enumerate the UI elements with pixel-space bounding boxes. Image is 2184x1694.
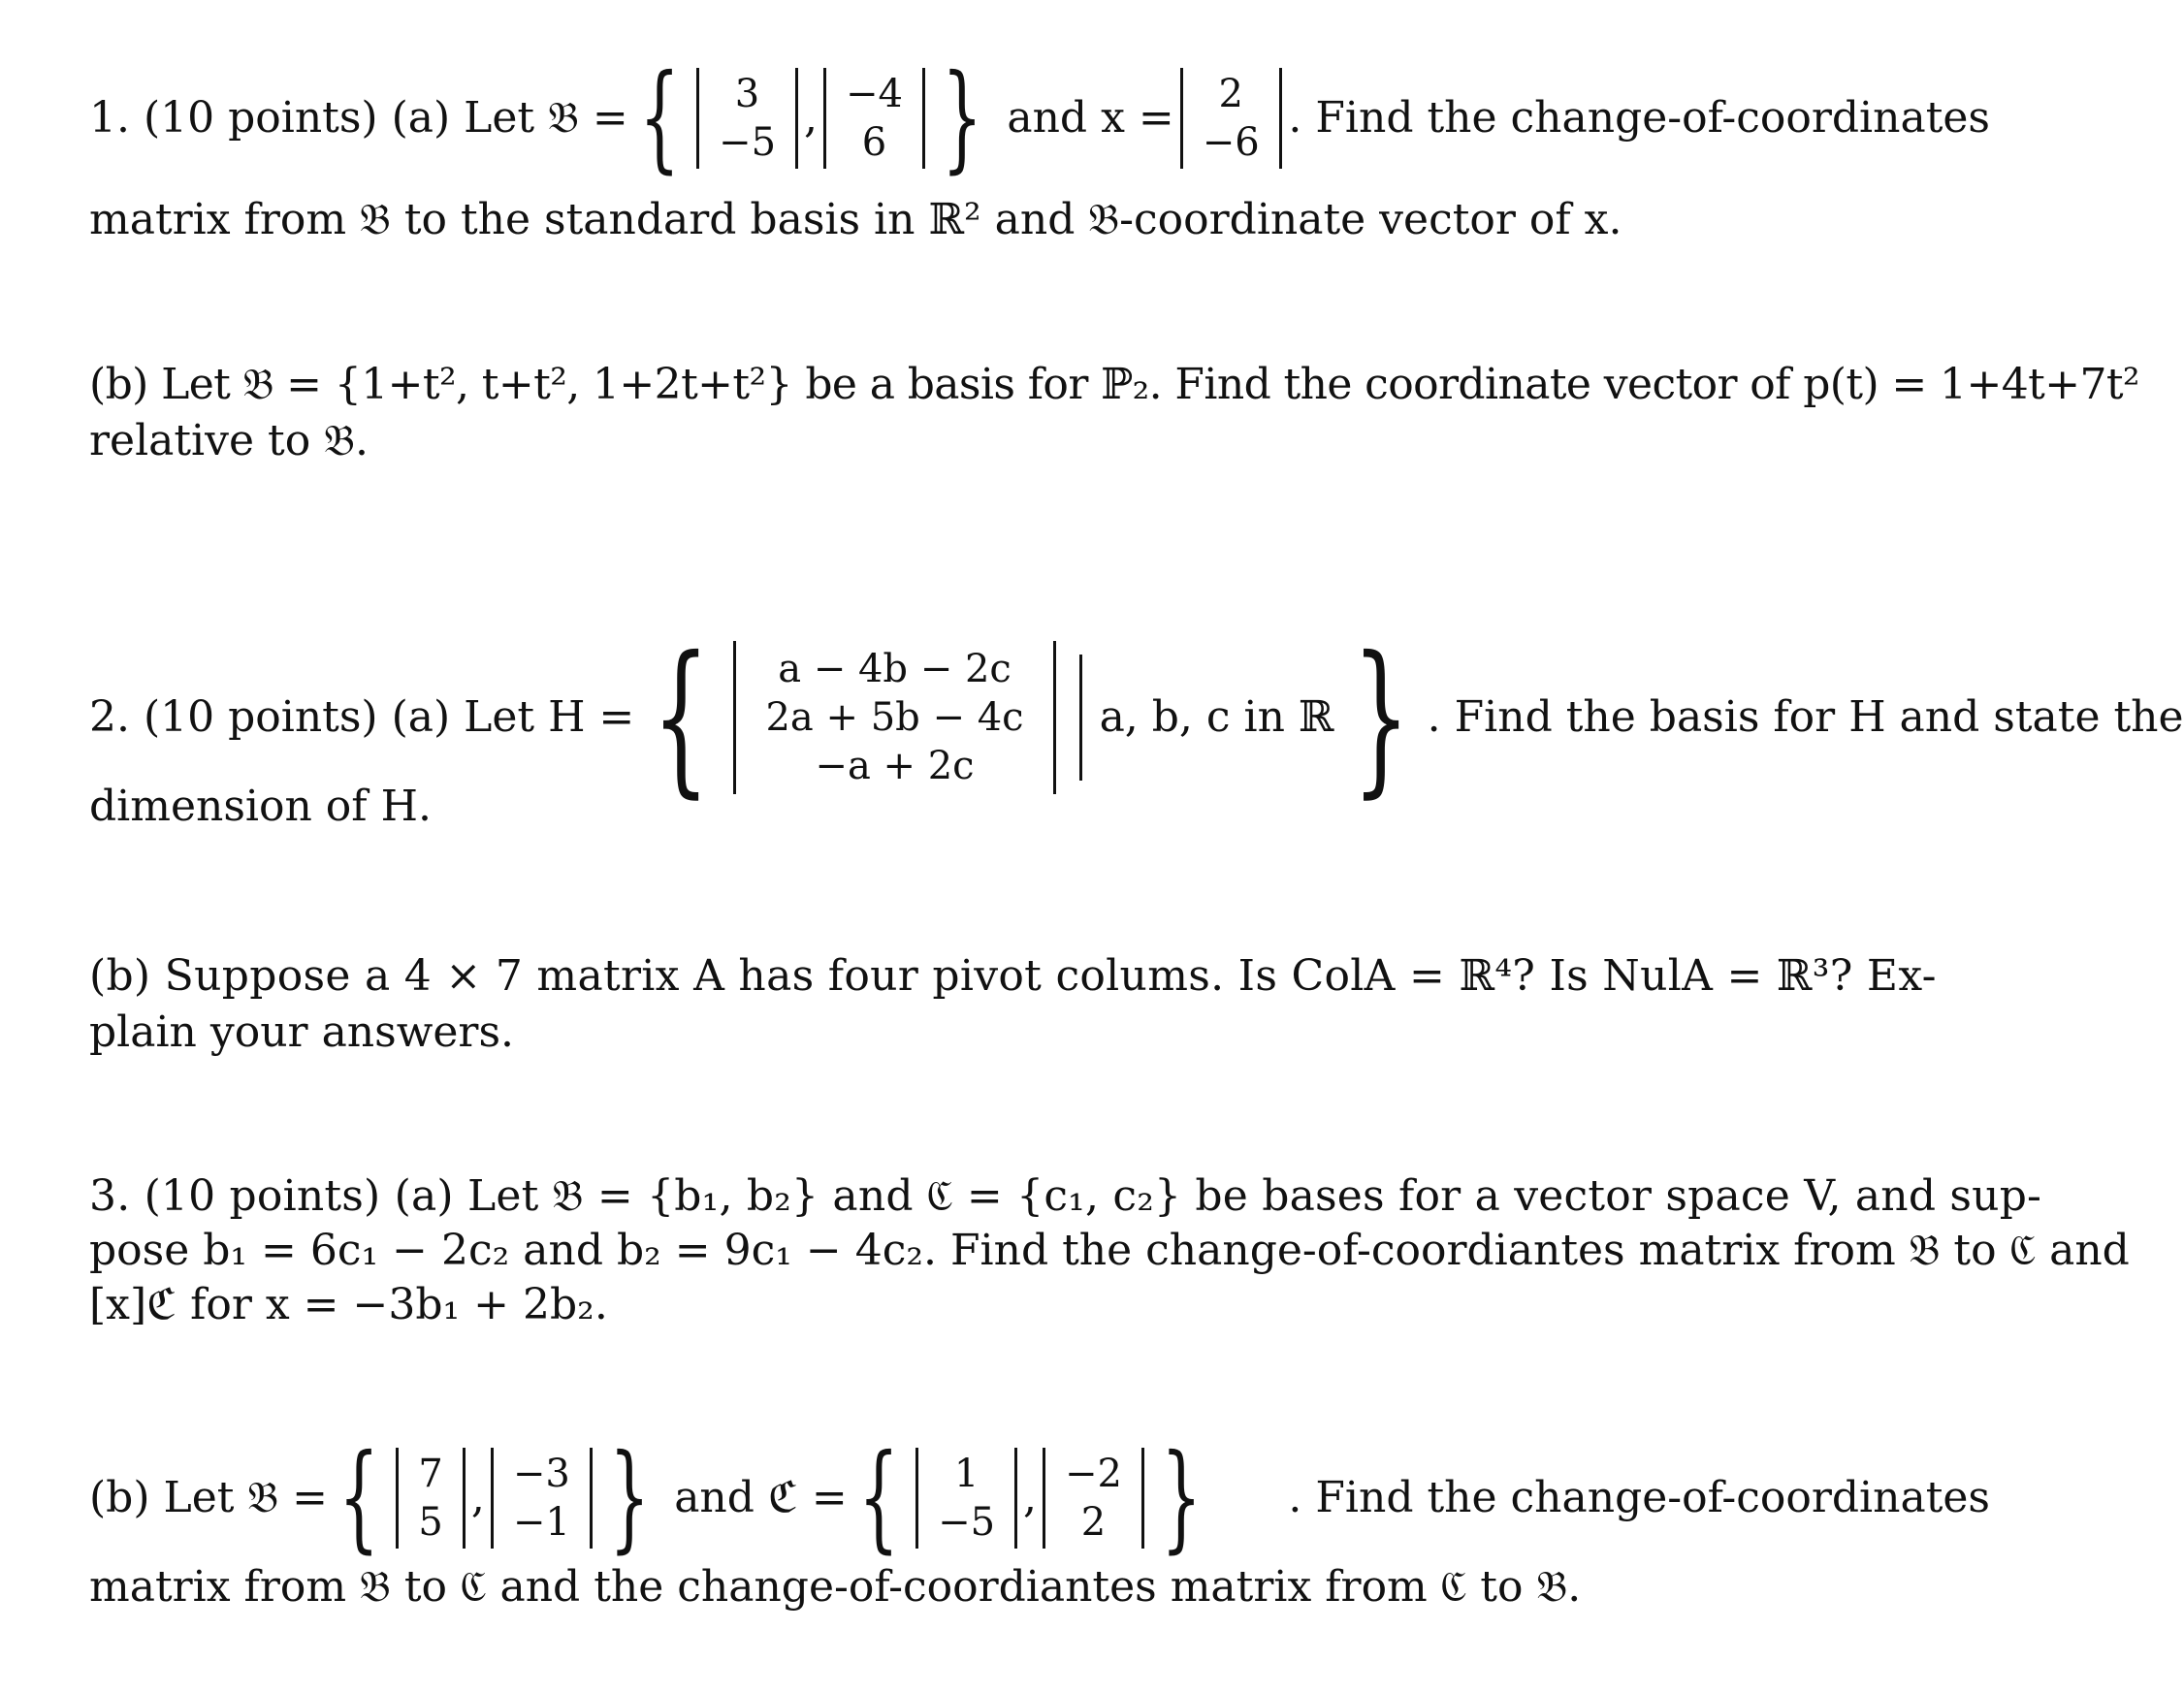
vector-entry: 7 [418,1452,443,1496]
p1b-line2: relative to 𝔅. [89,416,369,465]
vector-bb2 [491,1448,593,1549]
p3a-line2: pose b₁ = 6c₁ − 2c₂ and b₂ = 9c₁ − 4c₂. Find the change-of-coordiantes matrix from 𝔅 to ℭ and [89,1226,2130,1275]
vector-entry: 2 [1218,72,1243,116]
p3b-line1: (b) Let 𝔅 = { 7 5 , −3 −1 } and ℭ = { 1 −5 , −2 2 } . Find the change-of-coordinates [89,1430,1990,1565]
vector-c2 [1043,1448,1144,1549]
vector-h [733,641,1055,794]
p1a-prefix: 1. (10 points) (a) Let 𝔅 = [89,93,628,143]
p3a-line1: 3. (10 points) (a) Let 𝔅 = {b₁, b₂} and ℭ = {c₁, c₂} be bases for a vector space V, and sup- [89,1171,2042,1221]
vector-entry: −3 [512,1452,570,1496]
vector-entry: 2 [1080,1500,1107,1545]
p3b-and-c: and ℭ = [674,1473,848,1522]
right-brace-icon: } [942,50,983,185]
p1a-and-x: and x = [1007,93,1174,143]
left-brace-icon: { [652,622,711,814]
vector-entry: −6 [1202,120,1260,165]
p2b-line1: (b) Suppose a 4 × 7 matrix A has four pivot colums. Is ColA = ℝ⁴? Is NulA = ℝ³? Ex- [89,951,1937,1001]
vector-entry: 2a + 5b − 4c [765,695,1024,740]
vector-x [1180,68,1282,169]
left-brace-icon: { [638,50,680,185]
vector-entry: 5 [418,1500,443,1545]
p3b-line2: matrix from 𝔅 to ℭ and the change-of-coordiantes matrix from ℭ to 𝔅. [89,1562,1582,1612]
p1b-line1: (b) Let 𝔅 = {1+t², t+t², 1+2t+t²} be a basis for ℙ₂. Find the coordinate vector of p(t) = 1+4t+7t² [89,360,2139,409]
set-builder-bar [1079,655,1082,781]
vector-entry: −5 [719,120,777,165]
left-brace-icon: { [857,1430,899,1565]
vector-entry: −1 [512,1500,570,1545]
p2a-prefix: 2. (10 points) (a) Let H = [89,692,635,742]
vector-entry: 3 [734,72,760,116]
p3b-tail: . Find the change-of-coordinates [1288,1473,1990,1522]
vector-entry: a − 4b − 2c [778,647,1012,691]
p2a-line2: dimension of H. [89,782,432,831]
right-brace-icon: } [1351,622,1410,814]
right-brace-icon: } [1161,1430,1203,1565]
p2a-condition: a, b, c in ℝ [1099,692,1334,742]
vector-entry: −a + 2c [815,744,975,788]
p1a-line2: matrix from 𝔅 to the standard basis in ℝ² and 𝔅-coordinate vector of x. [89,195,1622,244]
left-brace-icon: { [338,1430,380,1565]
right-brace-icon: } [609,1430,651,1565]
p3b-prefix: (b) Let 𝔅 = [89,1473,329,1522]
p3a-line3: [x]ℭ for x = −3b₁ + 2b₂. [89,1280,608,1329]
vector-b2 [823,68,925,169]
vector-entry: 1 [953,1452,980,1496]
vector-bb1 [396,1448,465,1549]
vector-entry: −2 [1065,1452,1122,1496]
vector-entry: −4 [846,72,903,116]
p2b-line2: plain your answers. [89,1007,515,1057]
p2a-tail: . Find the basis for H and state the [1427,692,2184,742]
vector-entry: 6 [861,120,887,165]
vector-c1 [915,1448,1017,1549]
vector-b1 [696,68,798,169]
vector-entry: −5 [938,1500,996,1545]
p1a-tail: . Find the change-of-coordinates [1288,93,1990,143]
p1a-line1: 1. (10 points) (a) Let 𝔅 = { 3 −5 , −4 6 } and x = 2 −6 . Find the change-of-coordinates [89,50,1990,185]
